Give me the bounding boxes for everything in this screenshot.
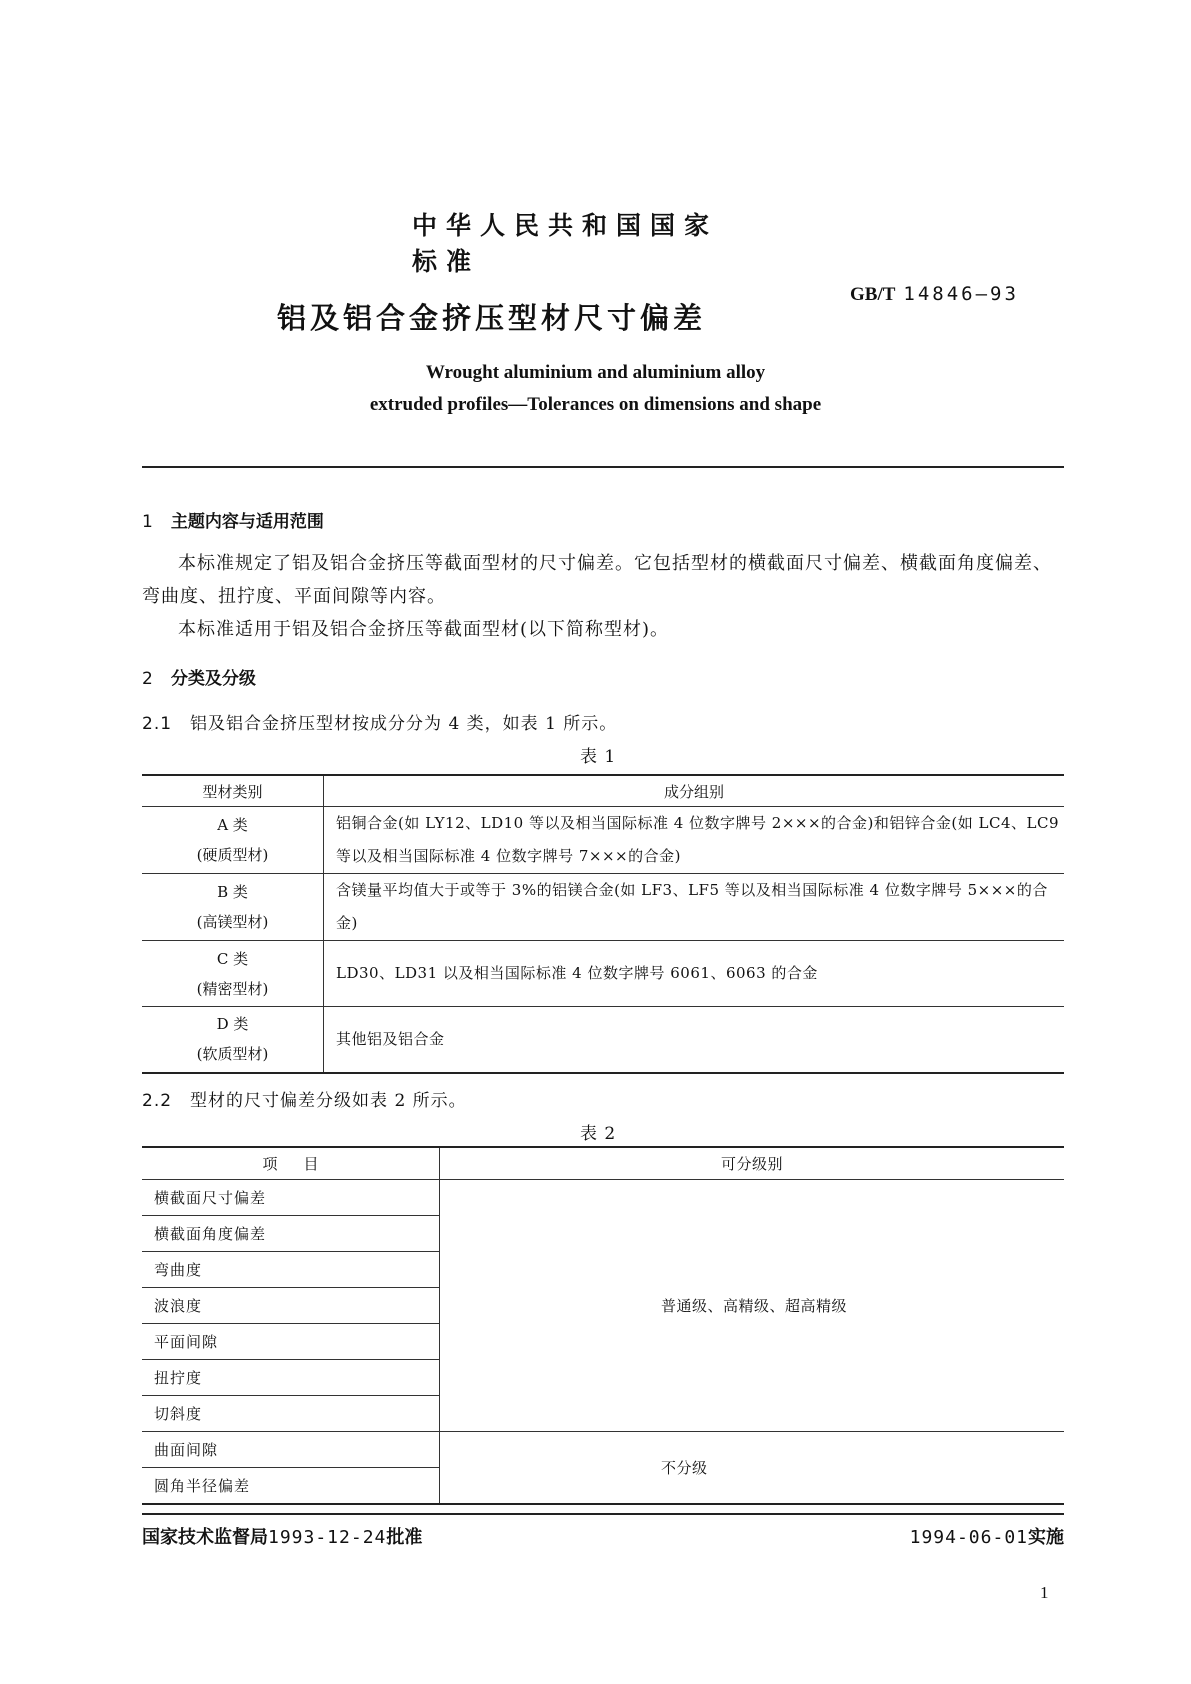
clause-text: 型材的尺寸偏差分级如表 2 所示。 xyxy=(190,1091,467,1111)
section-1-heading xyxy=(142,507,324,532)
table-cell-item: 平面间隙 xyxy=(142,1324,440,1360)
table-cell-composition: 铝铜合金(如 LY12、LD10 等以及相当国际标准 4 位数字牌号 2×××的合金)和铝锌合金(如 LC4、LC9 等以及相当国际标准 4 位数字牌号 7×××的合金) xyxy=(324,807,1065,874)
table-header-row xyxy=(142,775,1064,807)
standard-code-prefix: GB/T xyxy=(850,284,896,305)
section-number: 1 xyxy=(142,512,153,532)
clause-2-2 xyxy=(142,1086,467,1111)
section-title: 主题内容与适用范围 xyxy=(170,512,324,532)
table-cell-item: 切斜度 xyxy=(142,1396,440,1432)
table-cell-item: 曲面间隙 xyxy=(142,1432,440,1468)
table-row xyxy=(142,1180,1064,1216)
table-2-caption: 表 2 xyxy=(580,1124,617,1144)
footer-rule xyxy=(142,1513,1064,1515)
table-cell-class: C 类 (精密型材) xyxy=(142,941,324,1007)
section-number: 2 xyxy=(142,669,153,689)
table-header-cell: 可分级别 xyxy=(440,1147,1065,1180)
table-cell-item: 横截面角度偏差 xyxy=(142,1216,440,1252)
table-cell-class: D 类 (软质型材) xyxy=(142,1007,324,1073)
table-cell-item: 弯曲度 xyxy=(142,1252,440,1288)
approval-label: 批准 xyxy=(386,1527,423,1548)
document-title-en-line1: Wrought aluminium and aluminium alloy xyxy=(425,362,766,383)
section-1-body xyxy=(142,547,1064,646)
issuer: 国家技术监督局 xyxy=(142,1527,268,1548)
table-cell-item: 横截面尺寸偏差 xyxy=(142,1180,440,1216)
effective-line xyxy=(910,1523,1064,1549)
approval-date: 1993-12-24 xyxy=(268,1527,387,1548)
table-header-cell: 成分组别 xyxy=(324,775,1065,807)
table-1-caption: 表 1 xyxy=(580,747,617,767)
approval-line xyxy=(142,1523,422,1549)
clause-number: 2.1 xyxy=(142,714,173,734)
effective-date: 1994-06-01 xyxy=(909,1527,1028,1548)
table-cell-composition: 含镁量平均值大于或等于 3%的铝镁合金(如 LF3、LF5 等以及相当国际标准 4 位数字牌号 5×××的合金) xyxy=(324,874,1065,941)
effective-label: 实施 xyxy=(1028,1527,1064,1548)
table-header-cell: 型材类别 xyxy=(142,775,324,807)
table-header-cell: 项目 xyxy=(142,1147,440,1180)
table-row xyxy=(142,1007,1064,1073)
clause-number: 2.2 xyxy=(142,1091,173,1111)
table-row xyxy=(142,874,1064,941)
clause-text: 铝及铝合金挤压型材按成分分为 4 类，如表 1 所示。 xyxy=(190,714,618,734)
table-cell-grade: 不分级 xyxy=(440,1432,1065,1505)
table-cell-item: 扭拧度 xyxy=(142,1360,440,1396)
table-cell-class: B 类 (高镁型材) xyxy=(142,874,324,941)
table-1 xyxy=(142,774,1064,1074)
standard-code-number: 14846—93 xyxy=(903,283,1019,305)
section-2-heading xyxy=(142,664,256,689)
page-number: 1 xyxy=(1040,1583,1049,1602)
table-row xyxy=(142,807,1064,874)
table-2 xyxy=(142,1146,1064,1505)
table-row xyxy=(142,941,1064,1007)
national-standard-heading: 中华人民共和国国家标准 xyxy=(412,211,719,276)
table-cell-item: 圆角半径偏差 xyxy=(142,1468,440,1505)
table-row xyxy=(142,1432,1064,1468)
table-cell-grade: 普通级、高精级、超高精级 xyxy=(440,1180,1065,1432)
document-title-en-line2: extruded profiles—Tolerances on dimensions and shape xyxy=(369,394,822,415)
document-title-cn: 铝及铝合金挤压型材尺寸偏差 xyxy=(277,301,707,335)
section-title: 分类及分级 xyxy=(170,669,256,689)
paragraph: 本标准规定了铝及铝合金挤压等截面型材的尺寸偏差。它包括型材的横截面尺寸偏差、横截面角度偏差、弯曲度、扭拧度、平面间隙等内容。 xyxy=(142,553,1052,607)
standard-code xyxy=(850,283,1019,306)
table-cell-composition: LD30、LD31 以及相当国际标准 4 位数字牌号 6061、6063 的合金 xyxy=(324,941,1065,1007)
paragraph: 本标准适用于铝及铝合金挤压等截面型材(以下简称型材)。 xyxy=(178,619,670,640)
clause-2-1 xyxy=(142,709,617,734)
table-cell-item: 波浪度 xyxy=(142,1288,440,1324)
table-cell-class: A 类 (硬质型材) xyxy=(142,807,324,874)
table-header-row xyxy=(142,1147,1064,1180)
table-cell-composition: 其他铝及铝合金 xyxy=(324,1007,1065,1073)
header-rule xyxy=(142,466,1064,468)
